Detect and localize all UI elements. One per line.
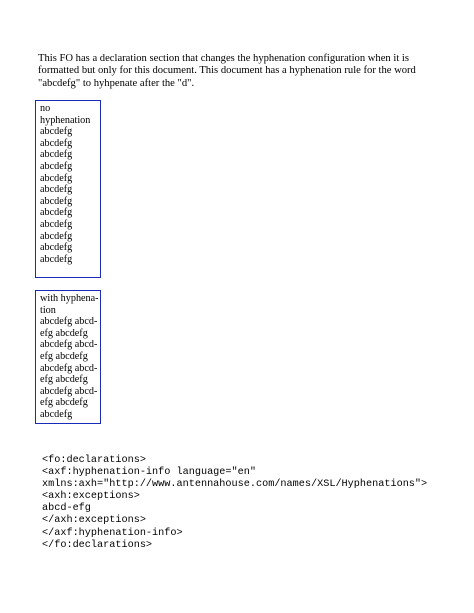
code-line: </axh:exceptions> bbox=[42, 515, 146, 527]
box-line: with hyphena- bbox=[40, 293, 99, 304]
intro-paragraph: This FO has a declaration section that changes the hyphenation configuration when it is formatted but only for this document. This document has a hyphenation rule for the word "abcdefg" to hyhpenate after the "d". bbox=[38, 53, 416, 89]
code-line: xmlns:axh="http://www.antennahouse.com/names/XSL/Hyphenations"> bbox=[42, 479, 428, 491]
box-line: abcdefg abcd- bbox=[40, 316, 98, 328]
box-line: efg abcdefg bbox=[40, 350, 88, 362]
box-line: abcdefg bbox=[40, 207, 73, 219]
box-line: abcdefg bbox=[40, 218, 73, 230]
box-line: hyphenation bbox=[40, 114, 91, 126]
box-line: abcdefg bbox=[40, 242, 73, 254]
with-hyphenation-box bbox=[35, 290, 101, 424]
box-line: abcdefg bbox=[40, 137, 73, 149]
box-line: abcdefg bbox=[40, 184, 73, 196]
box-line: abcdefg abcd- bbox=[40, 385, 98, 397]
box-line: no bbox=[40, 103, 51, 114]
code-line: <axh:exceptions> bbox=[42, 491, 140, 503]
code-line: </axf:hyphenation-info> bbox=[42, 527, 183, 539]
box-line: abcdefg abcd- bbox=[40, 362, 98, 374]
box-line: abcdefg bbox=[40, 126, 73, 138]
box-line: abcdefg bbox=[40, 230, 73, 242]
box-line: efg abcdefg bbox=[40, 374, 88, 386]
box-line: abcdefg bbox=[40, 172, 73, 184]
box-line: abcdefg bbox=[40, 160, 73, 172]
box-line: abcdefg bbox=[40, 195, 73, 207]
no-hyphenation-box bbox=[35, 100, 101, 278]
box-line: abcdefg abcd- bbox=[40, 339, 98, 351]
code-line: <axf:hyphenation-info language="en" bbox=[42, 467, 256, 479]
box-line: abcdefg bbox=[40, 253, 73, 265]
box-line: efg abcdefg bbox=[40, 327, 88, 339]
box-line: abcdefg bbox=[40, 408, 73, 420]
code-line: <fo:declarations> bbox=[42, 455, 146, 466]
code-line: abcd-efg bbox=[42, 503, 91, 515]
box-line: tion bbox=[40, 304, 56, 316]
box-line: efg abcdefg bbox=[40, 397, 88, 409]
code-block bbox=[42, 455, 462, 552]
box-line: abcdefg bbox=[40, 149, 73, 161]
code-line: </fo:declarations> bbox=[42, 539, 153, 551]
